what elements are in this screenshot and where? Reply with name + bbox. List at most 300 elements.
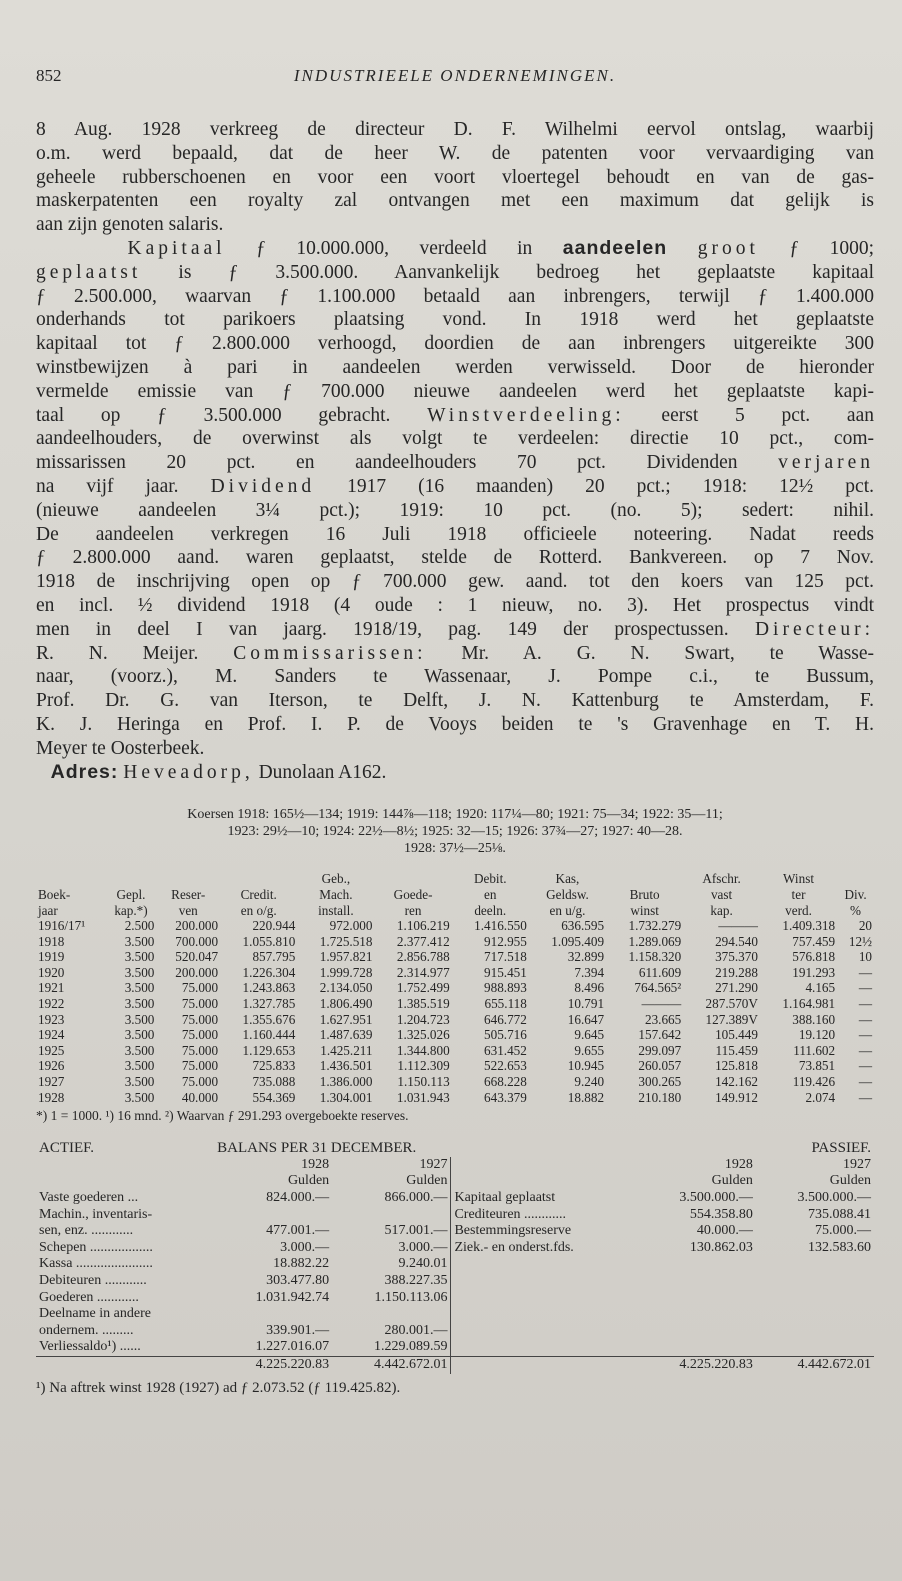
table-cell: 219.288 xyxy=(715,964,758,980)
table-cell: 200.000 xyxy=(175,918,219,934)
table-cell: — xyxy=(858,1011,872,1027)
header-cell: ren xyxy=(404,902,422,918)
header-cell xyxy=(106,871,157,887)
table-cell: 75.000 xyxy=(181,1074,219,1090)
table-cell: 1.106.219 xyxy=(396,918,450,934)
header-cell: verd. xyxy=(785,902,812,918)
total-actief-1928: 4.225.220.83 xyxy=(214,1356,332,1373)
table-cell: 127.389V xyxy=(705,1011,758,1027)
year-table-footnote: *) 1 = 1000. ¹) 16 mnd. ²) Waarvan ƒ 291.293 overgeboekte reserves. xyxy=(36,1108,409,1124)
table-cell: 1920 xyxy=(38,964,65,980)
adres-place: Heveadorp, xyxy=(123,761,254,783)
table-cell: 757.459 xyxy=(792,933,836,949)
passief-item: Kapitaal geplaatst xyxy=(454,1190,556,1205)
actief-1928: 1.031.942.74 xyxy=(255,1289,330,1305)
table-row xyxy=(36,1012,874,1028)
body-line: onderhands tot parikoers plaatsing vond. In 1918 werd het geplaatste xyxy=(36,309,874,331)
table-cell: — xyxy=(858,1058,872,1074)
header-cell: jaar xyxy=(38,902,58,918)
table-cell: 668.228 xyxy=(484,1074,527,1090)
table-cell: 271.290 xyxy=(715,980,758,996)
spacer xyxy=(36,1356,214,1373)
actief-item: Deelname in andere xyxy=(39,1306,151,1322)
page-header xyxy=(36,66,874,96)
table-cell: 700.000 xyxy=(175,933,219,949)
body-line: De aandeelen verkregen 16 Juli 1918 officieele noteering. Nadat reeds xyxy=(36,523,874,545)
table-cell: 3.500 xyxy=(124,964,155,980)
table-cell: 75.000 xyxy=(181,996,219,1012)
body-line: (nieuwe aandeelen 3¼ pct.); 1919: 10 pct. (no. 5); sedert: nihil. xyxy=(36,499,874,521)
actief-1928: 477.001.— xyxy=(266,1223,330,1239)
page-number: 852 xyxy=(36,66,62,85)
balance-row xyxy=(36,1273,874,1290)
actief-1927 xyxy=(332,1306,451,1323)
passief-item: Bestemmingsreserve xyxy=(454,1223,572,1239)
table-cell: 12½ xyxy=(848,933,872,949)
table-cell: 725.833 xyxy=(252,1058,296,1074)
table-cell: 2.134.050 xyxy=(319,980,373,996)
table-cell: 1.304.001 xyxy=(319,1089,373,1105)
running-title: INDUSTRIEELE ONDERNEMINGEN. xyxy=(293,66,617,85)
actief-1927: 388.227.35 xyxy=(332,1273,451,1290)
header-cell: Gepl. xyxy=(116,886,146,902)
winstverdeeling-label: Winstverdeeling: xyxy=(427,404,625,426)
spacer xyxy=(451,1273,638,1290)
header-cell: en u/g. xyxy=(549,902,586,918)
table-cell: 646.772 xyxy=(484,1011,527,1027)
passief-1928: 3.500.000.— xyxy=(679,1190,753,1205)
actief-1928: 824.000.— xyxy=(266,1190,330,1205)
table-cell: 1.385.519 xyxy=(396,996,450,1012)
table-cell: 1.355.676 xyxy=(242,1011,296,1027)
table-cell: 1921 xyxy=(38,980,65,996)
table-cell: 915.451 xyxy=(484,964,527,980)
table-cell: 294.540 xyxy=(715,933,758,949)
spacer xyxy=(638,1256,756,1273)
passief-1927: 132.583.60 xyxy=(808,1239,871,1255)
header-cell: deeln. xyxy=(474,902,507,918)
table-row xyxy=(36,996,874,1012)
kapitaal-label: Kapitaal xyxy=(127,237,226,259)
table-cell: 1919 xyxy=(38,949,65,965)
body-line: K. J. Heringa en Prof. I. P. de Vooys beiden te 's Gravenhage en T. H. xyxy=(36,713,874,735)
header-cell: kap. xyxy=(710,902,733,918)
actief-item: sen, enz. ............ xyxy=(39,1223,134,1239)
balance-row xyxy=(36,1256,874,1273)
table-row xyxy=(36,949,874,965)
table-cell: 1.289.069 xyxy=(628,933,682,949)
body-line: R. N. Meijer. Commissarissen: Mr. A. G. N. Swart, te Wasse- xyxy=(36,642,874,664)
balance-row xyxy=(36,1173,874,1190)
header-row xyxy=(36,871,874,887)
verjaren-label: verjaren xyxy=(778,452,874,474)
table-cell: 1928 xyxy=(38,1089,65,1105)
header-cell: Geb., xyxy=(321,871,351,887)
table-cell: — xyxy=(858,1027,872,1043)
directeur-label: Directeur: xyxy=(754,618,874,640)
actief-item: Vaste goederen ... xyxy=(39,1190,139,1205)
table-row xyxy=(36,1058,874,1074)
table-cell: 75.000 xyxy=(181,1058,219,1074)
table-cell: 1926 xyxy=(38,1058,65,1074)
header-cell: Winst xyxy=(783,871,814,887)
table-cell: 1.752.499 xyxy=(396,980,450,996)
actief-1927: 280.001.— xyxy=(332,1323,451,1340)
spacer xyxy=(451,1256,638,1273)
table-cell: 3.500 xyxy=(124,933,155,949)
table-cell: 1.226.304 xyxy=(242,964,296,980)
actief-1927: 1.229.089.59 xyxy=(332,1339,451,1356)
body-line: Prof. Dr. G. van Iterson, te Delft, J. N. Kattenburg te Amsterdam, F. xyxy=(36,690,874,712)
table-cell: 1918 xyxy=(38,933,65,949)
actief-1927: 866.000.— xyxy=(332,1190,451,1207)
table-cell: 1.327.785 xyxy=(242,996,296,1012)
unit: Gulden xyxy=(711,1173,753,1189)
body-line: naar, (voorz.), M. Sanders te Wassenaar, J. Pompe c.i., te Bussum, xyxy=(36,666,874,688)
adres-label: Adres: xyxy=(50,760,119,783)
koersen-line: Koersen 1918: 165½—134; 1919: 144⅞—118; 1920: 117¼—80; 1921: 75—34; 1922: 35—11; xyxy=(187,807,723,823)
header-cell xyxy=(36,871,106,887)
header-cell: ter xyxy=(791,886,806,902)
actief-1927: 3.000.— xyxy=(332,1240,451,1257)
table-cell: 105.449 xyxy=(715,1027,758,1043)
table-cell: ——— xyxy=(641,996,682,1012)
table-cell: 260.057 xyxy=(638,1058,682,1074)
table-row xyxy=(36,1043,874,1059)
table-cell: 522.653 xyxy=(484,1058,527,1074)
dividend-label: Dividend xyxy=(210,475,316,497)
table-cell: — xyxy=(858,1089,872,1105)
table-cell: 3.500 xyxy=(124,1074,155,1090)
balance-title: BALANS PER 31 DECEMBER. xyxy=(217,1140,417,1157)
table-cell: 9.645 xyxy=(574,1027,605,1043)
table-cell: 1.386.000 xyxy=(319,1074,373,1090)
table-cell: 73.851 xyxy=(798,1058,836,1074)
table-cell: — xyxy=(858,1074,872,1090)
actief-item: Debiteuren ............ xyxy=(39,1272,147,1288)
table-cell: 1.095.409 xyxy=(551,933,605,949)
table-row xyxy=(36,1090,874,1106)
table-cell: 717.518 xyxy=(484,949,527,965)
header-cell xyxy=(374,871,451,887)
table-cell: 3.500 xyxy=(124,996,155,1012)
spacer xyxy=(756,1323,874,1340)
header-cell: Debit. xyxy=(473,871,507,887)
body-line: geplaatst is ƒ 3.500.000. Aanvankelijk bedroeg het geplaatste kapitaal xyxy=(36,261,874,283)
header-cell: Bruto xyxy=(629,886,660,902)
table-cell: 287.570V xyxy=(705,996,758,1012)
table-cell: 157.642 xyxy=(638,1027,682,1043)
year-table xyxy=(36,871,874,1105)
header-cell xyxy=(156,871,220,887)
actief-item: Machin., inventaris- xyxy=(39,1206,153,1222)
table-cell: 505.716 xyxy=(484,1027,527,1043)
body-line: 8 Aug. 1928 verkreeg de directeur D. F. Wilhelmi eervol ontslag, waarbij xyxy=(36,119,874,140)
year-1927: 1927 xyxy=(332,1157,451,1174)
table-cell: 3.500 xyxy=(124,980,155,996)
spacer xyxy=(756,1339,874,1356)
table-cell: 1.112.309 xyxy=(397,1058,450,1074)
header-cell: Boek- xyxy=(38,886,71,902)
spacer xyxy=(36,1173,214,1190)
passief-1927: 735.088.41 xyxy=(808,1206,871,1222)
table-cell: 1.725.518 xyxy=(319,933,373,949)
body-line: kapitaal tot ƒ 2.800.000 verhoogd, doordien de aan inbrengers uitgereikte 300 xyxy=(36,333,874,355)
actief-1928: 3.000.— xyxy=(280,1239,330,1255)
table-cell: ——— xyxy=(718,918,758,934)
body-line: Meyer te Oosterbeek. xyxy=(36,737,205,759)
passief-1927: 75.000.— xyxy=(815,1223,871,1239)
header-cell: Goede- xyxy=(393,886,433,902)
header-cell: Mach. xyxy=(319,886,353,902)
table-cell: — xyxy=(858,964,872,980)
spacer xyxy=(638,1306,756,1323)
actief-1928: 303.477.80 xyxy=(266,1272,330,1288)
table-cell: 3.500 xyxy=(124,1011,155,1027)
body-line: en incl. ½ dividend 1918 (4 oude : 1 nieuw, no. 3). Het prospectus vindt xyxy=(36,594,874,616)
balance-row xyxy=(36,1339,874,1356)
actief-item: Kassa ...................... xyxy=(39,1256,153,1272)
actief-label: ACTIEF. xyxy=(39,1140,95,1157)
body-line: 1918 de inschrijving open op ƒ 700.000 gew. aand. tot den koers van 125 pct. xyxy=(36,571,874,593)
balance-footnote: ¹) Na aftrek winst 1928 (1927) ad ƒ 2.073.52 (ƒ 119.425.82). xyxy=(36,1379,401,1396)
table-cell: 2.500 xyxy=(124,918,155,934)
table-cell: 2.377.412 xyxy=(396,933,450,949)
header-cell: Reser- xyxy=(171,886,206,902)
spacer xyxy=(756,1290,874,1307)
spacer xyxy=(451,1356,638,1373)
actief-1928: 18.882.22 xyxy=(273,1256,330,1272)
header-cell xyxy=(837,871,874,887)
table-cell: 1.436.501 xyxy=(319,1058,373,1074)
table-cell: 631.452 xyxy=(484,1042,527,1058)
header-row xyxy=(36,903,874,919)
unit: Gulden xyxy=(287,1173,330,1189)
actief-1928: 339.901.— xyxy=(266,1322,330,1338)
table-cell: 735.088 xyxy=(252,1074,296,1090)
header-cell xyxy=(220,871,297,887)
table-cell: 19.120 xyxy=(798,1027,836,1043)
spacer xyxy=(638,1323,756,1340)
table-cell: 636.595 xyxy=(561,918,605,934)
table-cell: 1.344.800 xyxy=(396,1042,450,1058)
spacer xyxy=(451,1157,638,1174)
table-cell: 75.000 xyxy=(181,980,219,996)
koersen-line: 1928: 37½—25⅛. xyxy=(404,841,506,857)
spacer xyxy=(451,1290,638,1307)
table-cell: 1.425.211 xyxy=(320,1042,373,1058)
total-actief-1927: 4.442.672.01 xyxy=(332,1356,451,1373)
table-row xyxy=(36,934,874,950)
table-cell: 611.609 xyxy=(638,964,682,980)
table-row xyxy=(36,1027,874,1043)
table-cell: 1.409.318 xyxy=(782,918,836,934)
header-cell: winst xyxy=(630,902,659,918)
actief-item: Goederen ............ xyxy=(39,1289,139,1305)
table-row xyxy=(36,980,874,996)
spacer xyxy=(638,1339,756,1356)
commissarissen-label: Commissarissen: xyxy=(233,642,427,664)
table-row xyxy=(36,1074,874,1090)
spacer xyxy=(451,1306,638,1323)
table-cell: 10.791 xyxy=(567,996,605,1012)
table-cell: 1.164.981 xyxy=(782,996,836,1012)
table-cell: 655.118 xyxy=(484,996,527,1012)
adres-street: Dunolaan A162. xyxy=(258,761,387,783)
year-1928: 1928 xyxy=(724,1156,753,1172)
table-cell: 857.795 xyxy=(252,949,296,965)
table-cell: 119.426 xyxy=(792,1074,836,1090)
spacer xyxy=(451,1339,638,1356)
table-cell: 191.293 xyxy=(792,964,836,980)
passief-1928: 554.358.80 xyxy=(689,1206,753,1222)
header-cell: Kas, xyxy=(555,871,580,887)
body-line: o.m. werd bepaald, dat de heer W. de patenten voor vervaardiging van xyxy=(36,142,874,164)
year-1927: 1927 xyxy=(843,1156,871,1172)
table-cell: — xyxy=(858,996,872,1012)
koersen-block xyxy=(36,806,874,857)
table-cell: 988.893 xyxy=(484,980,527,996)
table-cell: 1.627.951 xyxy=(319,1011,373,1027)
header-cell: vast xyxy=(710,886,733,902)
body-line: men in deel I van jaarg. 1918/19, pag. 149 der prospectussen. Directeur: xyxy=(36,618,874,640)
table-cell: 1924 xyxy=(38,1027,65,1043)
table-cell: 2.314.977 xyxy=(396,964,450,980)
spacer xyxy=(36,1157,214,1174)
header-cell: Credit. xyxy=(240,886,277,902)
table-cell: 1.416.550 xyxy=(474,918,527,934)
spacer xyxy=(756,1306,874,1323)
spacer xyxy=(451,1173,638,1190)
table-cell: 1.487.639 xyxy=(319,1027,373,1043)
spacer xyxy=(638,1273,756,1290)
table-cell: 1.243.863 xyxy=(242,980,296,996)
body-line: winstbewijzen à pari in aandeelen werden verwisseld. Door de hieronder xyxy=(36,356,874,378)
passief-item: Crediteuren ............ xyxy=(454,1206,567,1222)
year-table-body xyxy=(36,918,874,1105)
actief-1928 xyxy=(214,1306,332,1323)
header-cell: install. xyxy=(318,902,354,918)
body-line: ƒ 2.800.000 aand. waren geplaatst, stelde de Rotterd. Bankvereen. op 7 Nov. xyxy=(36,547,874,569)
table-row xyxy=(36,918,874,934)
table-cell: 9.240 xyxy=(574,1074,605,1090)
header-cell: en xyxy=(484,886,497,902)
balance-row xyxy=(36,1190,874,1207)
adres-line xyxy=(36,761,874,785)
table-cell: 2.856.788 xyxy=(396,949,450,965)
unit: Gulden xyxy=(332,1173,451,1190)
table-cell: 210.180 xyxy=(638,1089,682,1105)
geplaatst-label: geplaatst xyxy=(36,261,142,283)
table-cell: 1923 xyxy=(38,1011,65,1027)
spacer xyxy=(451,1323,638,1340)
table-cell: 300.265 xyxy=(638,1074,682,1090)
actief-item: ondernem. ......... xyxy=(39,1322,134,1338)
table-cell: 115.459 xyxy=(715,1042,758,1058)
aandeelen-label: aandeelen xyxy=(562,236,668,259)
table-cell: 111.602 xyxy=(793,1042,836,1058)
table-cell: 520.047 xyxy=(175,949,219,965)
table-cell: 3.500 xyxy=(124,1042,155,1058)
body-line: vermelde emissie van ƒ 700.000 nieuwe aandeelen werd het geplaatste kapi- xyxy=(36,380,874,402)
table-cell: 10 xyxy=(858,949,872,965)
table-cell: 1.806.490 xyxy=(319,996,373,1012)
table-cell: 299.097 xyxy=(638,1042,682,1058)
table-cell: 388.160 xyxy=(792,1011,836,1027)
balance-sheet xyxy=(36,1140,874,1373)
table-cell: 200.000 xyxy=(175,964,219,980)
header-cell: Div. xyxy=(844,886,867,902)
kapitaal-line: Kapitaal ƒ 10.000.000, verdeeld in aandeelen groot ƒ 1000; xyxy=(127,236,874,259)
header-cell xyxy=(606,871,683,887)
balance-row xyxy=(36,1207,874,1224)
table-row xyxy=(36,965,874,981)
body-line: taal op ƒ 3.500.000 gebracht. Winstverdeeling: eerst 5 pct. aan xyxy=(36,404,874,426)
passief-1927: 3.500.000.— xyxy=(797,1190,871,1205)
balance-row xyxy=(36,1223,874,1240)
header-cell: Afschr. xyxy=(702,871,741,887)
body-line: aandeelhouders, de overwinst als volgt te verdeelen: directie 10 pct., com- xyxy=(36,428,874,450)
table-cell: 8.496 xyxy=(574,980,605,996)
passief-item: Ziek.- en onderst.fds. xyxy=(454,1239,574,1255)
table-cell: 1927 xyxy=(38,1074,65,1090)
passief-1928: 130.862.03 xyxy=(689,1239,753,1255)
actief-1927: 9.240.01 xyxy=(332,1256,451,1273)
spacer xyxy=(756,1273,874,1290)
table-cell: 764.565² xyxy=(634,980,682,996)
body-line: na vijf jaar. Dividend 1917 (16 maanden) 20 pct.; 1918: 12½ pct. xyxy=(36,475,874,497)
body-line: ƒ 2.500.000, waarvan ƒ 1.100.000 betaald aan inbrengers, terwijl ƒ 1.400.000 xyxy=(36,285,874,307)
passief-1928: 40.000.— xyxy=(696,1223,753,1239)
table-cell: 40.000 xyxy=(181,1089,219,1105)
table-cell: 9.655 xyxy=(574,1042,605,1058)
table-cell: 1.999.728 xyxy=(319,964,373,980)
body-text xyxy=(36,118,874,784)
table-cell: — xyxy=(858,980,872,996)
table-cell: 75.000 xyxy=(181,1011,219,1027)
table-cell: 1.160.444 xyxy=(242,1027,296,1043)
year-1928: 1928 xyxy=(301,1156,330,1172)
table-cell: 75.000 xyxy=(181,1042,219,1058)
actief-1927: 517.001.— xyxy=(332,1223,451,1240)
year-table-header xyxy=(36,871,874,918)
table-cell: 1.204.723 xyxy=(396,1011,450,1027)
table-cell: 1916/17¹ xyxy=(38,918,86,934)
table-cell: 1922 xyxy=(38,996,65,1012)
table-cell: 4.165 xyxy=(805,980,836,996)
table-cell: 972.000 xyxy=(329,918,373,934)
table-cell: 20 xyxy=(858,918,872,934)
table-cell: 3.500 xyxy=(124,1089,155,1105)
table-cell: — xyxy=(858,1042,872,1058)
table-cell: 1.055.810 xyxy=(242,933,296,949)
table-cell: 554.369 xyxy=(252,1089,296,1105)
header-cell: ven xyxy=(178,902,198,918)
table-cell: 3.500 xyxy=(124,1058,155,1074)
table-cell: 1.129.653 xyxy=(242,1042,296,1058)
groot-label: groot xyxy=(697,237,759,259)
table-cell: 149.912 xyxy=(715,1089,758,1105)
actief-item: Schepen .................. xyxy=(39,1239,153,1255)
actief-1928: 1.227.016.07 xyxy=(255,1339,330,1355)
table-cell: 1.957.821 xyxy=(319,949,373,965)
spacer xyxy=(638,1290,756,1307)
table-cell: 1.158.320 xyxy=(628,949,682,965)
body-line: maskerpatenten een royalty zal ontvangen met een maximum dat gelijk is xyxy=(36,190,874,212)
table-cell: 75.000 xyxy=(181,1027,219,1043)
table-cell: 142.162 xyxy=(715,1074,758,1090)
koersen-line: 1923: 29½—10; 1924: 22½—8½; 1925: 32—15; 1926: 37¾—27; 1927: 40—28. xyxy=(227,824,683,840)
